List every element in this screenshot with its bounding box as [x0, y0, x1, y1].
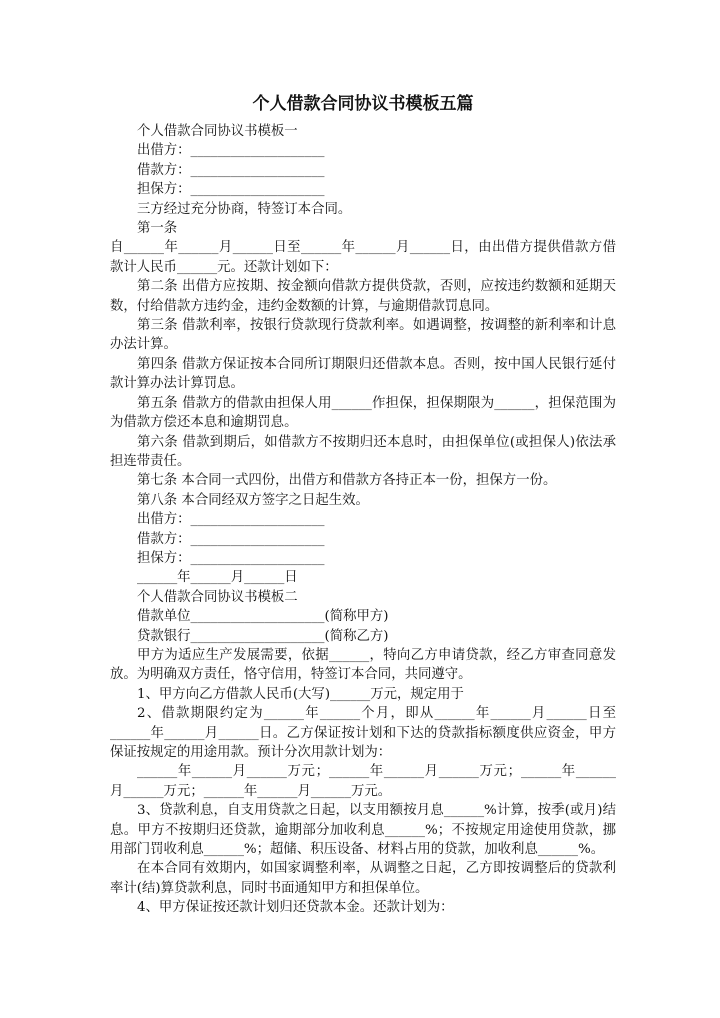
- template1-heading: 个人借款合同协议书模板一: [137, 124, 298, 139]
- lender-line: 出借方：____________________: [137, 143, 325, 159]
- article-4: 第四条 借款方保证按本合同所订期限归还借款本息。否则，按中国人民银行延付款计算办法计算罚息。: [110, 356, 616, 392]
- guarantor-line: 担保方：____________________: [137, 182, 325, 198]
- signature-lender: 出借方：____________________: [137, 512, 325, 528]
- clause-2: 2、借款期限约定为______年______个月，即从______年______月______日至______年______月______日。乙方保证按计划和下达的贷款指标额度供应资金，甲方保证按规定的用途用款。预计分次用款计划为：: [110, 706, 616, 760]
- lender-bank-line: 贷款银行____________________(简称乙方): [137, 628, 389, 644]
- article-5: 第五条 借款方的借款由担保人用______作担保，担保期限为______，担保范围为为借款方偿还本息和逾期罚息。: [110, 395, 616, 431]
- article-1-title: 第一条: [137, 221, 178, 237]
- intro-text: 三方经过充分协商，特签订本合同。: [137, 201, 352, 217]
- borrower-unit-line: 借款单位____________________(简称甲方): [137, 609, 389, 625]
- clause-1: 1、甲方向乙方借款人民币(大写)______万元，规定用于: [137, 686, 464, 702]
- article-3: 第三条 借款利率，按银行贷款现行贷款利率。如遇调整，按调整的新利率和计息办法计算。: [110, 318, 616, 353]
- article-1-body: 自______年______月______日至______年______月______日，由出借方提供借款方借款计人民币______元。还款计划如下：: [110, 240, 616, 275]
- article-8: 第八条 本合同经双方签字之日起生效。: [137, 492, 369, 508]
- article-2: 第二条 出借方应按期、按金额向借款方提供贷款，否则，应按违约数额和延期天数，付给借款方违约金，违约金数额的计算，与逾期借款罚息同。: [110, 279, 616, 314]
- document-title: 个人借款合同协议书模板五篇: [252, 94, 474, 114]
- clause-3-note: 在本合同有效期内，如国家调整利率，从调整之日起，乙方即按调整后的贷款利率计(结)算贷款利息，同时书面通知甲方和担保单位。: [110, 861, 616, 896]
- clause-4: 4、甲方保证按还款计划归还贷款本金。还款计划为：: [137, 900, 454, 916]
- article-6: 第六条 借款到期后，如借款方不按期归还本息时，由担保单位(或担保人)依法承担连带责任。: [110, 434, 616, 469]
- borrower-line: 借款方：____________________: [137, 162, 325, 178]
- article-7: 第七条 本合同一式四份，出借方和借款方各持正本一份，担保方一份。: [137, 473, 557, 489]
- clause-2-plan: ______年______月______万元；______年______月______万元；______年______月______万元；______年______月______万元。: [110, 764, 616, 799]
- template2-intro: 甲方为适应生产发展需要，依据______，特向乙方申请贷款，经乙方审查同意发放。为明确双方责任，恪守信用，特签订本合同，共同遵守。: [110, 647, 616, 683]
- clause-3: 3、贷款利息，自支用贷款之日起，以支用额按月息______%计算，按季(或月)结息。甲方不按期归还贷款，逾期部分加收利息______%；不按规定用途使用贷款，挪用部门罚收利息______%；超储、积压设备、材料占用的贷款，加收利息______%。: [110, 803, 616, 858]
- template2-heading: 个人借款合同协议书模板二: [137, 589, 298, 605]
- signature-date: ______年______月______日: [137, 570, 298, 586]
- signature-borrower: 借款方：____________________: [137, 531, 325, 547]
- signature-guarantor: 担保方：____________________: [137, 550, 325, 566]
